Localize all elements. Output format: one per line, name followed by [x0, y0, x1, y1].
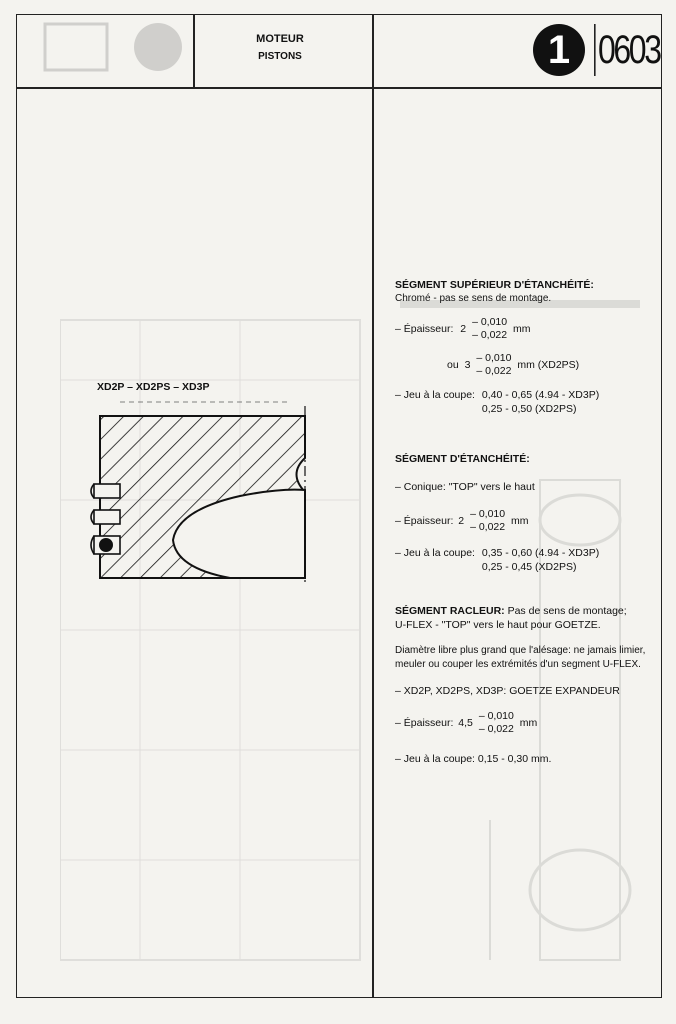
seg2-ep-low: – 0,022: [470, 521, 506, 533]
seg1-ep-tolerance: [472, 316, 507, 342]
diagram-label: XD2P – XD2PS – XD3P: [97, 381, 210, 393]
seg3-thickness: [395, 710, 657, 736]
seg3-section: [395, 604, 657, 766]
seg3-ep-up: – 0,010: [478, 710, 514, 722]
seg1-section: [395, 278, 657, 416]
seg2-gap: [395, 546, 657, 574]
seg3-gap: – Jeu à la coupe: 0,15 - 0,30 mm.: [395, 753, 552, 765]
seg2-ep-label: – Épaisseur:: [395, 515, 454, 527]
page-code: 0603: [594, 24, 648, 76]
seg1-jeu-label: – Jeu à la coupe:: [395, 389, 475, 401]
seg2-jeu-label: – Jeu à la coupe:: [395, 547, 475, 559]
seg1-gap: [395, 388, 657, 416]
seg1-alt-low: – 0,022: [476, 365, 512, 377]
seg2-ep-up: – 0,010: [470, 508, 506, 520]
seg1-ep-label: – Épaisseur:: [395, 323, 454, 335]
seg1-title: SÉGMENT SUPÉRIEUR D'ÉTANCHÉITÉ:: [395, 279, 594, 291]
seg1-ep-unit: mm: [513, 323, 531, 335]
seg2-section: [395, 452, 657, 574]
seg1-ep-up: – 0,010: [472, 316, 508, 328]
seg2-ep-base: 2: [458, 515, 465, 527]
seg1-jeu-val2: 0,25 - 0,50 (XD2PS): [481, 403, 577, 415]
seg3-title: SÉGMENT RACLEUR:: [395, 605, 505, 617]
header-title: [200, 30, 360, 66]
seg2-jeu-val2: 0,25 - 0,45 (XD2PS): [481, 561, 577, 573]
seg1-alt-tolerance: [476, 352, 511, 378]
seg1-ep-low: – 0,022: [472, 329, 508, 341]
section-number-badge: 1: [533, 24, 585, 76]
seg3-ep-unit: mm: [519, 717, 538, 729]
seg3-ep-base: 4,5: [458, 717, 473, 729]
seg2-title: SÉGMENT D'ÉTANCHÉITÉ:: [395, 453, 530, 465]
seg1-alt-up: – 0,010: [476, 352, 512, 364]
seg3-goetze: – XD2P, XD2PS, XD3P: GOETZE EXPANDEUR: [395, 685, 620, 697]
seg3-line2: U-FLEX - "TOP" vers le haut pour GOETZE.: [395, 619, 601, 631]
seg1-thickness: [395, 316, 657, 342]
seg1-alt-thickness: [395, 352, 657, 378]
seg2-ep-tolerance: [470, 508, 505, 534]
header-title-sub: PISTONS: [258, 51, 302, 62]
seg2-jeu-values: [482, 546, 599, 574]
header-title-main: MOTEUR: [256, 33, 304, 45]
seg2-ep-unit: mm: [511, 515, 529, 527]
seg1-jeu-val1: 0,40 - 0,65 (4.94 - XD3P): [481, 389, 600, 401]
specs-column: [395, 278, 657, 766]
seg1-jeu-values: [482, 388, 599, 416]
header-left-divider: [193, 14, 195, 88]
seg1-desc: Chromé - pas se sens de montage.: [395, 293, 552, 304]
ghost-logo-icon: [40, 18, 190, 76]
piston-section-diagram: [80, 400, 320, 600]
seg1-alt-unit: mm (XD2PS): [517, 359, 580, 371]
seg1-ep-base: 2: [460, 323, 467, 335]
seg3-ep-tolerance: [479, 710, 514, 736]
header-divider: [16, 87, 662, 89]
seg3-ep-label: – Épaisseur:: [395, 717, 454, 729]
seg2-thickness: [395, 508, 657, 534]
seg3-title-rest: Pas de sens de montage;: [504, 605, 627, 617]
seg2-jeu-val1: 0,35 - 0,60 (4.94 - XD3P): [481, 547, 600, 559]
seg3-paragraph: Diamètre libre plus grand que l'alésage: ne jamais limier, meuler ou couper les extrémités d'un segment U-FLEX.: [395, 645, 646, 670]
column-divider: [372, 14, 374, 998]
seg2-conique: – Conique: "TOP" vers le haut: [395, 481, 535, 493]
seg1-alt-base: 3: [464, 359, 471, 371]
seg1-alt-label: ou: [447, 359, 459, 371]
seg3-heading: [395, 604, 657, 618]
seg3-ep-low: – 0,022: [478, 723, 514, 735]
